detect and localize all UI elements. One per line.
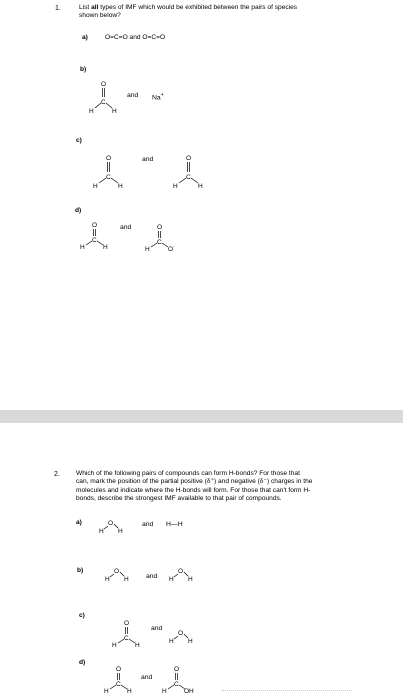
atom-o: O xyxy=(124,620,130,627)
atom-c: C xyxy=(157,239,162,246)
atom-o: O xyxy=(101,81,107,88)
atom-c: C xyxy=(92,237,97,244)
atom-h: H xyxy=(93,183,98,190)
faded-footer-rule xyxy=(222,690,352,693)
q2b-water-right xyxy=(168,566,208,584)
atom-h: H xyxy=(173,183,178,190)
atom-h: H xyxy=(124,576,129,583)
atom-c: C xyxy=(186,174,191,181)
atom-o: O xyxy=(92,222,98,229)
atom-h: H xyxy=(162,688,167,695)
q1-prompt-line1: List all types of IMF which would be exhibited between the pairs of species xyxy=(79,4,298,11)
q1d-formaldehyde xyxy=(78,220,118,254)
atom-o: O xyxy=(116,666,122,673)
atom-h: H xyxy=(105,576,110,583)
q2-prompt-line: Which of the following pairs of compounds can form H-bonds? For those that xyxy=(76,470,300,477)
atom-o: O xyxy=(157,224,163,231)
q1b-formaldehyde xyxy=(86,78,120,118)
q2b-water-left xyxy=(104,566,144,584)
q2d-formic-acid xyxy=(159,664,203,698)
atom-h: H xyxy=(135,642,140,649)
atom-h: H xyxy=(104,688,109,695)
q1a-label: a) xyxy=(82,34,88,41)
atom-h: H xyxy=(118,528,123,535)
atom-h: H xyxy=(118,183,123,190)
page-divider xyxy=(0,410,403,423)
q2-prompt-line: bonds, describe the strongest IMF available to that pair of compounds. xyxy=(76,495,282,503)
atom-c: C xyxy=(124,635,129,642)
q1b-and: and xyxy=(127,92,139,99)
atom-oh: OH xyxy=(184,688,194,695)
minus-charge: - xyxy=(173,243,175,248)
q2a-and: and xyxy=(142,521,154,528)
q2-prompt-line: can, mark the position of the partial positive (δ⁺) and negative (δ⁻) charges in the xyxy=(76,478,313,486)
q2-prompt-line: molecules and indicate where the H-bonds will form. For those that can't form H- xyxy=(76,486,311,494)
q1a-text: O=C=O and O=C=O xyxy=(105,34,166,41)
q2c-label: c) xyxy=(79,612,85,619)
atom-h: H xyxy=(103,244,108,251)
q2d-formaldehyde xyxy=(101,664,141,698)
q2c-formaldehyde xyxy=(109,618,149,652)
atom-h: H xyxy=(112,642,117,649)
atom-h: H xyxy=(188,576,193,583)
q1b-ion: Na+ xyxy=(152,92,164,102)
atom-c: C xyxy=(174,681,179,688)
q1d-and: and xyxy=(120,224,132,231)
q1c-formaldehyde-left xyxy=(88,152,132,194)
q2c-and: and xyxy=(151,625,163,632)
q2-number: 2. xyxy=(54,471,60,478)
atom-o: O xyxy=(168,246,174,253)
atom-c: C xyxy=(116,681,121,688)
atom-h: H xyxy=(198,183,203,190)
atom-h: H xyxy=(80,244,85,251)
atom-c: C xyxy=(106,174,111,181)
q2-prompt xyxy=(76,470,396,504)
q2a-water xyxy=(98,518,138,536)
atom-h: H xyxy=(169,638,174,645)
q1c-and: and xyxy=(142,156,154,163)
atom-o: O xyxy=(114,568,120,575)
atom-h: H xyxy=(127,688,132,695)
q1-prompt xyxy=(79,4,389,21)
atom-o: O xyxy=(174,666,180,673)
q1d-label: d) xyxy=(75,207,82,214)
atom-c: C xyxy=(101,99,106,106)
q2d-label: d) xyxy=(79,659,86,666)
atom-h: H xyxy=(169,576,174,583)
q1-number: 1. xyxy=(55,5,61,12)
atom-o: O xyxy=(106,155,112,162)
q1c-formaldehyde-right xyxy=(168,152,212,194)
q2a-hydrogen: H—H xyxy=(166,521,183,528)
q2c-water xyxy=(168,628,208,646)
q2a-label: a) xyxy=(76,519,82,526)
q2b-and: and xyxy=(146,573,158,580)
q1b-label: b) xyxy=(80,66,87,73)
atom-o: O xyxy=(108,520,114,527)
atom-h: H xyxy=(188,638,193,645)
atom-h: H xyxy=(112,108,117,115)
atom-o: O xyxy=(178,630,184,637)
q1d-formate xyxy=(142,222,182,256)
atom-o: O xyxy=(186,155,192,162)
atom-o: O xyxy=(178,568,184,575)
q2b-label: b) xyxy=(77,567,84,574)
q2d-and: and xyxy=(141,674,153,681)
atom-h: H xyxy=(145,246,150,253)
atom-h: H xyxy=(99,528,104,535)
q1-prompt-line2: shown below? xyxy=(79,12,121,20)
q1c-label: c) xyxy=(76,137,82,144)
atom-h: H xyxy=(89,108,94,115)
